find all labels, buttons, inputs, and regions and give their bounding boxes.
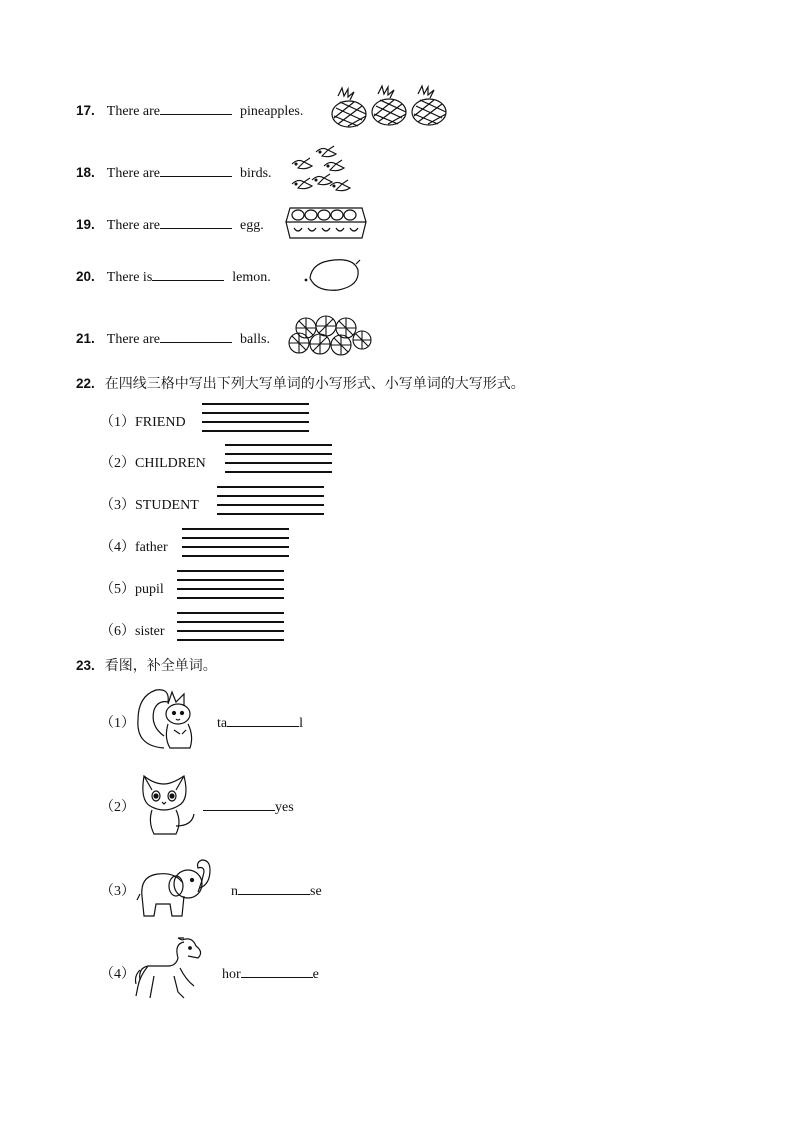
- answer-blank[interactable]: [241, 963, 313, 978]
- cat-picture: [136, 770, 200, 838]
- lemon-picture: [304, 256, 362, 294]
- writing-lines[interactable]: [217, 486, 324, 522]
- egg-carton-picture: [284, 204, 368, 240]
- word-completion: [203, 796, 294, 816]
- word-part: yes: [275, 800, 294, 815]
- question-23-header: [76, 655, 217, 675]
- question-21: [76, 328, 270, 348]
- word-part: hor: [222, 967, 241, 982]
- item-label: （2）: [100, 456, 135, 471]
- question-number: 17.: [76, 103, 95, 118]
- answer-blank[interactable]: [160, 328, 232, 343]
- question-text: birds.: [240, 166, 272, 181]
- question-number: 20.: [76, 269, 95, 284]
- item-word: pupil: [135, 582, 164, 597]
- word-part: ta: [217, 716, 228, 731]
- question-instruction: 看图，补全单词。: [104, 658, 217, 674]
- answer-blank[interactable]: [238, 880, 310, 895]
- answer-blank[interactable]: [160, 100, 232, 115]
- writing-lines[interactable]: [225, 444, 332, 480]
- word-completion: [222, 963, 319, 983]
- item-label: （4）: [100, 540, 135, 555]
- list-item: [100, 536, 168, 556]
- answer-blank[interactable]: [152, 266, 224, 281]
- word-part: n: [231, 884, 238, 899]
- writing-lines[interactable]: [177, 570, 284, 606]
- word-completion: [231, 880, 322, 900]
- writing-lines[interactable]: [182, 528, 289, 564]
- question-text: egg.: [240, 218, 264, 233]
- word-completion: [217, 712, 303, 732]
- question-22-header: [76, 373, 525, 393]
- item-word: STUDENT: [135, 498, 199, 513]
- question-text: There is: [106, 270, 153, 285]
- item-word: CHILDREN: [135, 456, 206, 471]
- question-text: lemon.: [232, 270, 271, 285]
- question-number: 18.: [76, 165, 95, 180]
- question-text: There are: [106, 218, 161, 233]
- item-label: （2）: [100, 800, 135, 815]
- question-text: There are: [106, 332, 161, 347]
- answer-blank[interactable]: [160, 162, 232, 177]
- item-label: （1）: [100, 415, 135, 430]
- question-20: [76, 266, 271, 286]
- question-text: There are: [106, 104, 161, 119]
- item-label: （3）: [100, 498, 135, 513]
- item-label: （5）: [100, 582, 135, 597]
- item-label: （1）: [100, 716, 135, 731]
- question-number: 19.: [76, 217, 95, 232]
- writing-lines[interactable]: [202, 403, 309, 439]
- elephant-picture: [136, 856, 216, 920]
- question-18: [76, 162, 272, 182]
- word-part: se: [310, 884, 322, 899]
- item-word: FRIEND: [135, 415, 186, 430]
- item-word: father: [135, 540, 168, 555]
- word-part: e: [312, 967, 319, 982]
- question-number: 23.: [76, 658, 95, 673]
- question-text: balls.: [240, 332, 270, 347]
- question-19: [76, 214, 264, 234]
- pineapples-picture: [328, 88, 452, 130]
- question-text: There are: [106, 166, 161, 181]
- question-instruction: 在四线三格中写出下列大写单词的小写形式、小写单词的大写形式。: [104, 376, 525, 392]
- answer-blank[interactable]: [160, 214, 232, 229]
- question-text: pineapples.: [240, 104, 304, 119]
- question-17: [76, 100, 303, 120]
- list-item: [100, 620, 165, 640]
- squirrel-picture: [134, 686, 200, 756]
- answer-blank[interactable]: [227, 712, 299, 727]
- horse-picture: [134, 936, 208, 1002]
- word-part: l: [299, 716, 303, 731]
- list-item: [100, 452, 206, 472]
- balls-picture: [288, 316, 376, 356]
- list-item: [100, 411, 186, 431]
- item-label: （4）: [100, 967, 135, 982]
- list-item: [100, 494, 199, 514]
- item-word: sister: [135, 624, 165, 639]
- question-number: 22.: [76, 376, 95, 391]
- item-label: （3）: [100, 884, 135, 899]
- list-item: [100, 578, 164, 598]
- writing-lines[interactable]: [177, 612, 284, 648]
- item-label: （6）: [100, 624, 135, 639]
- birds-picture: [290, 142, 352, 194]
- question-number: 21.: [76, 331, 95, 346]
- answer-blank[interactable]: [203, 796, 275, 811]
